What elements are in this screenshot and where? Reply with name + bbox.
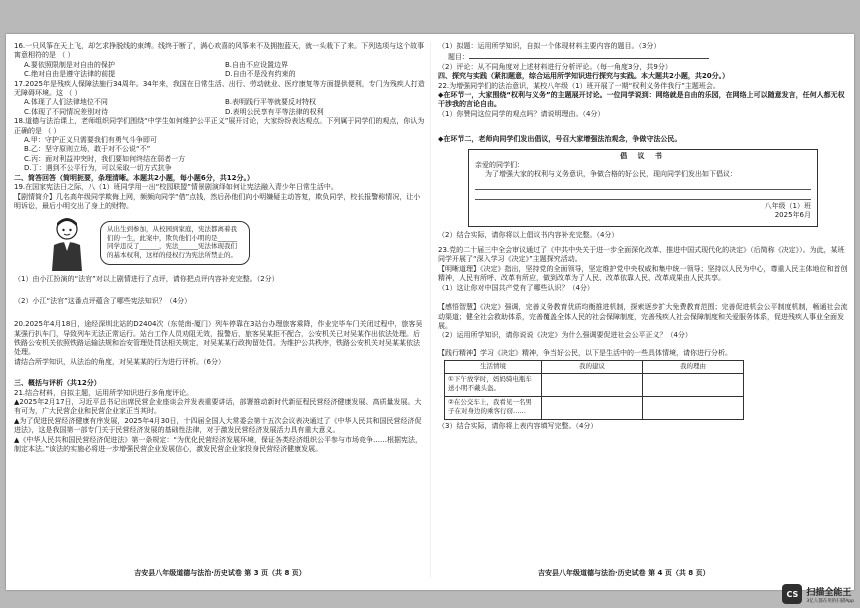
table-header-reason: 我的理由 xyxy=(643,361,744,373)
watermark-subtitle: 3亿人都在用的扫描App xyxy=(806,598,854,604)
q21-material-1: ▲2025年2月17日，习近平总书记出席民营企业座谈会并发表重要讲话，部署推动新时代新征程民营经济健康发展、高质量发展。大有可为，广大民营企业和民营企业家正当其时。 xyxy=(14,397,422,416)
q16-options xyxy=(14,61,426,80)
exam-sheet xyxy=(6,34,854,590)
q21-sub1: （1）拟题：运用所学知识，自拟一个体现材料主要内容的题目。（3分） xyxy=(438,42,661,50)
q23-jianxing: 【践行精神】学习《决定》精神，争当好公民，以下是生活中的一些具体情境，请你进行分析。 xyxy=(438,348,732,357)
q23-sub1: （1）这让你对中国共产党有了哪些认识？（4分） xyxy=(438,283,594,292)
q23-sub3: （3）结合实际，请你将上表内容填写完整。（4分） xyxy=(438,421,598,430)
q19-stem: 19.在国家宪法日之际，八（1）班同学用一出“校园联盟”情景剧演绎如何让宪法融入青少年日常生活中。 xyxy=(14,183,338,192)
q23-stem: 23.党的二十届三中全会审议通过了《中共中央关于进一步全面深化改革、推进中国式现代化的决定》（后简称《决定》）。为此，某班同学开展了“深入学习《决定》”主题探究活动。 xyxy=(438,246,845,264)
bubble-text: 从出生到参加，从校园到家庭，宪法都离着我们的一生，此案中，欺负他们小明的是______同学违反了______，宪法______宪法体现我们的基本权利，这样的侵权行为宪法所禁止的。 xyxy=(107,225,237,259)
life-scenario-table xyxy=(444,360,744,419)
q19-comic xyxy=(44,214,426,272)
q22-sub1: （1）你赞同这位同学的观点吗？请说明理由。（4分） xyxy=(438,109,605,118)
q18-stem: 18.道德与法治课上，老师组织同学们围绕“中学生如何维护公平正义”展开讨论，大家纷纷表达观点。下列属于同学们的观点，你认为正确的是 （ ） xyxy=(14,117,425,135)
section-3-heading: 三、概括与评析（共12分） xyxy=(14,379,101,388)
proposal-blank-1[interactable] xyxy=(475,180,811,190)
q22-link2: ◆在环节二，老师向同学们发出倡议，号召大家增强法治观念，争做守法公民。 xyxy=(438,135,682,144)
q16-option-d: D.自由不是没有约束的 xyxy=(225,70,296,79)
q16-stem: 16.一只风筝在天上飞，却乞求挣脱线的束缚。线终于断了，满心欢喜的风筝来不及拥抱蓝天，就一头栽下了来。下列选项与这个故事寓意相符的是 （ ） xyxy=(14,42,425,60)
q16-option-b: B.自由不应设置边界 xyxy=(225,60,289,69)
q16-option-a: A.要依照限制是对自由的保护 xyxy=(24,60,115,69)
q21-title-label: 题目： xyxy=(438,51,848,62)
q22-link1: ◆在环节一，大家围绕“权利与义务”的主题展开讨论。一位同学说到：网络就是自由的乐园，在网络上可以随意发言，任何人都无权干涉我的言论自由。 xyxy=(438,91,845,109)
judge-speech-bubble xyxy=(100,221,250,265)
q23-sub2: （2）运用所学知识，请你说说《决定》为什么强调要促进社会公平正义？（4分） xyxy=(438,331,692,340)
q17-stem: 17.2025年是残疾人保障法施行34周年。34年来，我国在日常生活、出行、劳动就业、医疗康复等方面提供便利，专门为残疾人打造无障碍环境。这 （ ） xyxy=(14,79,425,98)
q18-option-d: D.丁：遇到不公平行为，可以采取一切方式抗争 xyxy=(24,164,172,173)
page-divider xyxy=(430,42,431,578)
q21-stem: 21.结合材料，自拟主题，运用所学知识进行多角度评论。 xyxy=(14,388,194,397)
watermark-text xyxy=(806,585,854,604)
proposal-blank-2[interactable] xyxy=(475,190,811,200)
q23-mingxi: 【明晰道理】《决定》指出，坚持党的全面领导，坚定维护党中央权威和集中统一领导；坚持以人民为中心，尊重人民主体地位和首创精神，人民有所呼、改革有所应，做到改革为了人民、改革依靠人民、改革成果由人民共享。 xyxy=(438,264,848,283)
reason-cell-2[interactable] xyxy=(643,396,744,419)
proposal-body: 为了增强大家的权利与义务意识，争做合格的好公民，现向同学们发出如下倡议： xyxy=(485,170,737,179)
q16-option-c: C.绝对自由是遵守法律的前提 xyxy=(24,70,116,79)
scenario-cell-2: ②在公交车上，我看见一名男子在对身边的乘客行窃…… xyxy=(445,396,542,419)
table-header-advice: 我的建议 xyxy=(542,361,643,373)
reason-cell-1[interactable] xyxy=(643,373,744,396)
q19-sub1: （1）由小江扮演的“法官”对以上剧情进行了点评，请你把点评内容补充完整。（2分） xyxy=(14,275,279,284)
table-header-scenario: 生活情境 xyxy=(445,361,542,373)
table-header-row xyxy=(445,361,744,373)
q23-ganwu: 【感悟智慧】《决定》强调，完善义务教育优质均衡推进机制，探索逐步扩大免费教育范围；完善促进机会公平制度机制，畅通社会流动渠道；健全社会救助体系，完善覆盖全体人民的社会保障制度，完善残疾人社会保障制度和关爱服务体系，促进残疾人事业全面发展。 xyxy=(438,303,848,330)
q18-option-b: B.乙：坚守原则立场，敢于对不公说“不” xyxy=(24,145,151,154)
q19-sub2: （2）小江“法官”这番点评蕴含了哪些宪法知识？（4分） xyxy=(14,296,192,305)
q22-stem: 22.为增强同学们的法治意识，某校八年级（1）班开展了一期“权利义务伴我行”主题班会。 xyxy=(438,81,720,90)
q21-sub2: （2）评论：从不同角度对上述材料进行分析评论。（每一角度3分，共9分） xyxy=(438,62,672,71)
q20-ask: 请结合所学知识，从法治的角度，对吴某某的行为进行评析。（6分） xyxy=(14,357,225,366)
proposal-title: 倡 议 书 xyxy=(620,151,666,160)
proposal-date: 2025年6月 xyxy=(774,211,811,220)
judge-figure-icon xyxy=(44,215,90,271)
section-2-heading: 二、简答回答（简明扼要，条理清晰。本题共2小题，每小题6分，共12分。） xyxy=(14,173,254,182)
table-row xyxy=(445,396,744,419)
q17-options xyxy=(14,98,426,117)
section-4-heading: 四、探究与实践（紧扣题意，综合运用所学知识进行探究与实践。本大题共2小题，共20分。） xyxy=(438,72,730,81)
scanner-watermark xyxy=(782,584,854,604)
q20-stem: 20.2025年4月18日，途经深圳北站的D2404次（东莞南-厦门）列车停靠在3站台办理旅客乘降，作业完毕车门关闭过程中，旅客吴某强行扒车门，导致列车无法正常运行。站台工作人员劝阻无效，报警后，旅客吴某拒不配合，公安机关已对吴某作出依法处理。后铁路公安机关依照铁路运输法规和治安管理处罚法相关规定，对吴某某行政拘留处罚。为维护公共秩序，铁路公安机关对吴某某依法处理。 xyxy=(14,320,423,357)
proposal-signature xyxy=(475,202,811,221)
table-row xyxy=(445,373,744,396)
q18-option-a: A.甲：守护正义只需要我们有勇气斗争即可 xyxy=(24,136,157,145)
q21-material-2: ▲为了促进民营经济健康有序发展，2025年4月30日，十四届全国人大常委会第十五次会议表决通过了《中华人民共和国民营经济促进法》，这是我国第一部专门关于民营经济发展的基础性法律，对于激发民营经济发展活力具有重大意义。 xyxy=(14,416,422,435)
q17-option-d: D.表明公民享有平等法律的权利 xyxy=(225,107,324,116)
advice-cell-2[interactable] xyxy=(542,396,643,419)
proposal-box xyxy=(468,149,818,227)
q22-sub2: （2）结合实际，请你将以上倡议书内容补充完整。（4分） xyxy=(438,230,619,239)
q17-option-c: C.体现了不同情况差别对待 xyxy=(24,107,109,116)
page-4-footer: 吉安县八年级道德与法治·历史试卷 第 4 页（共 8 页） xyxy=(538,568,710,577)
advice-cell-1[interactable] xyxy=(542,373,643,396)
exam-page-3 xyxy=(14,42,426,578)
scenario-cell-1: ①下午放学时，妈妈骑电瓶车送小明不戴头盔。 xyxy=(445,373,542,396)
q17-option-a: A.体现了人们法律地位不同 xyxy=(24,98,108,107)
watermark-title: 扫描全能王 xyxy=(806,587,852,598)
page-3-footer: 吉安县八年级道德与法治·历史试卷 第 3 页（共 8 页） xyxy=(134,568,306,577)
q21-material-3: ▲《中华人民共和国民营经济促进法》第一条规定：“为优化民营经济发展环境，保证各类经济组织公平参与市场竞争……根据宪法，制定本法。”该法的实施必将进一步增强民营企业发展信心，激发民营企业家投身民营经济健康发展。 xyxy=(14,435,423,453)
q17-option-b: B.表明践行平等就要反对特权 xyxy=(225,98,317,107)
camscanner-logo-icon: CS xyxy=(782,584,802,604)
q19-script: 【剧情简介】几名高年级同学欺侮上网，频频向同学“借”点钱，然后孙他们向小明嫌疑主动答复，欺负同学，校长报警称情况，让小明诉讼，最后小明交出了身上的财物。 xyxy=(14,192,421,210)
q18-options xyxy=(14,136,426,174)
proposal-salute: 亲爱的同学们： xyxy=(475,161,524,170)
exam-page-4 xyxy=(438,42,848,578)
q18-option-c: C.丙：面对利益冲突时，我们要如何终结在弱者一方 xyxy=(24,154,186,163)
proposal-class: 八年级（1）班 xyxy=(764,201,811,210)
